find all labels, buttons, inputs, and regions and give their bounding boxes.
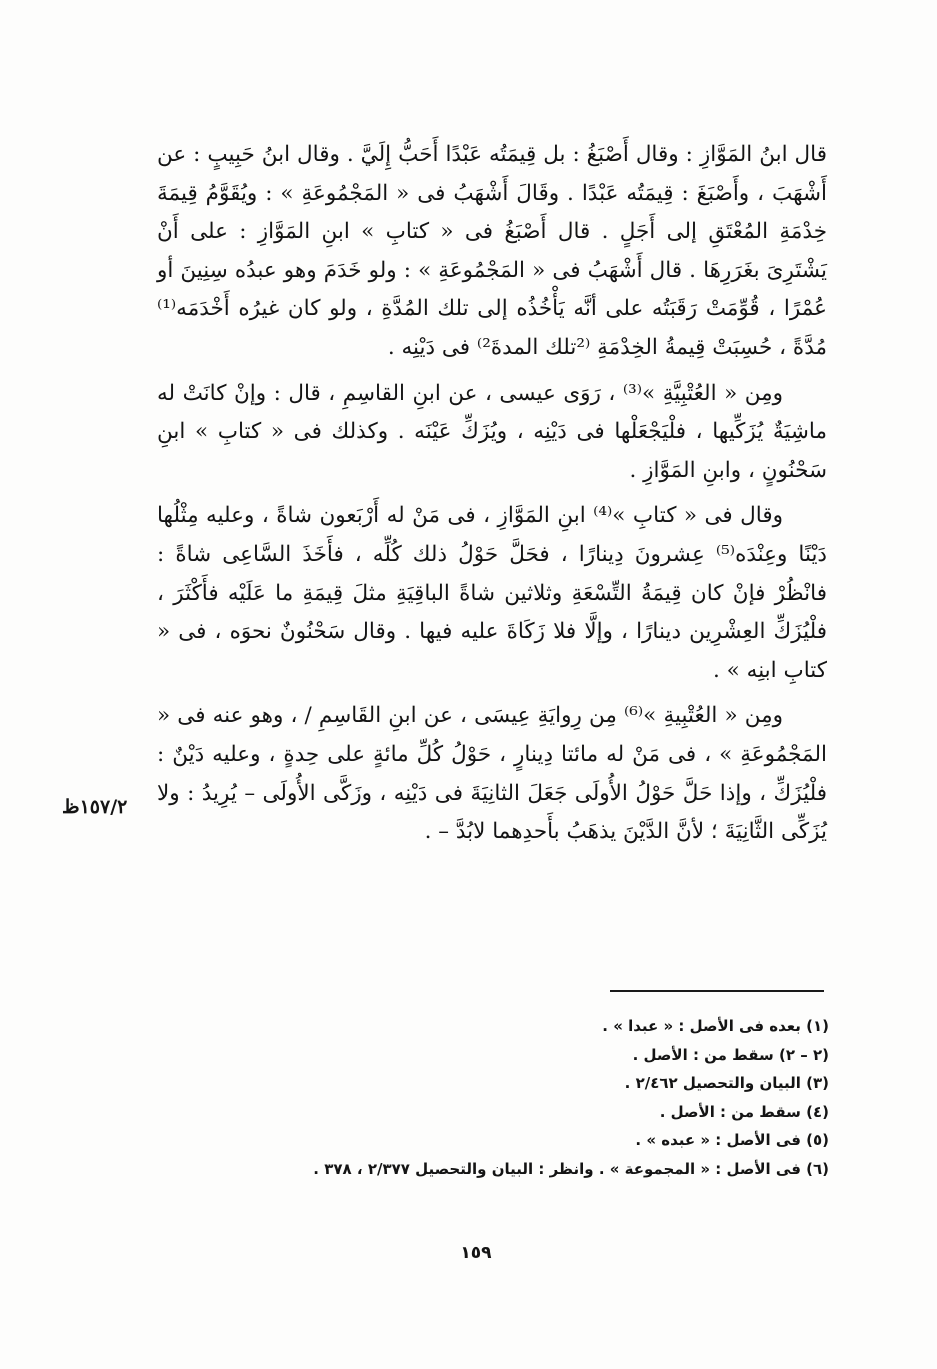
footnote-divider: [610, 990, 824, 992]
page-number: ١٥٩: [460, 1243, 492, 1263]
paragraph-2: ومِن « العُتْبِيَّةِ »⁽³⁾ ، رَوَى عيسى ، عن ابنِ القاسِمِ ، قال : وإنْ كانَتْ له ماشِيَةٌ يُزَكِّيها ، فلْيَجْعَلْها فى دَيْنِه ، ويُزَكِّ عَيْنَه . وكذلك فى « كتابِ » ابنِ سَحْنُونٍ ، وابنِ المَوَّازِ .: [157, 380, 827, 483]
manuscript-folio-marker: ١٥٧/٢ظ: [62, 796, 128, 818]
footnote-5: (٥) فى الأصل : « عبده » .: [635, 1131, 829, 1150]
footnote-1: (١) بعده فى الأصل : « عبدا » .: [602, 1017, 829, 1035]
paragraph-1: قال ابنُ المَوَّازِ : وقال أَصْبَغُ : بل قِيمَتُه عَبْدًا أَحَبُّ إِلَيَّ . وقال ابنُ حَبِيبٍ : عن أَشْهَبَ ، وأَصْبَغَ : قِيمَتُه عَبْدًا . وقَالَ أَشْهَبُ فى « المَجْمُوعَةِ » : ويُقَوَّمُ قِيمَةَ خِدْمَةِ المُعْتَقِ إلى أَجَلٍ . قال أَصْبَغُ فى « كتابِ » ابنِ المَوَّازِ : على أَنْ يَشْتَرِىَ بغَرَرِهَا . قال أَشْهَبُ فى « المَجْمُوعَةِ » : ولو خَدَمَ وهو عبدُه سِنِينَ أو عُمْرًا ، قُوِّمَتْ رَقَبَتُه على أنَّه يَأْخُذُه إلى تلك المُدَّةِ ، ولو كان غيرُه أَخْدَمَه⁽¹⁾ مُدَّةً ، حُسِبَتْ قِيمةُ الخِدْمَةِ ⁽²تلك المدةَ²⁾ فى دَيْنِه .: [157, 142, 827, 360]
footnotes: [290, 1012, 829, 1184]
footnote-4: (٤) سقط من : الأصل .: [659, 1102, 829, 1121]
footnote-3: (٣) البيان والتحصيل ٢/٤٦٢ .: [624, 1074, 829, 1093]
footnote-2: (٢ – ٢) سقط من : الأصل .: [632, 1045, 829, 1064]
paragraph-4: ومِن « العُتْبِيةِ »⁽⁶⁾ مِن رِوايَةِ عِيسَى ، عن ابنِ القَاسِمِ / ، وهو عنه فى « المَجْمُوعَةِ » ، فى مَنْ له مائتا دِينارٍ ، حَوْلُ كُلِّ مائةٍ على حِدةٍ ، وعليه دَيْنٌ : فلْيُزَكِّ ، وإذا حَلَّ حَوْلُ الأُولَى جَعَلَ الثانِيَةَ فى دَيْنِه ، وزَكَّى الأُولَى – يُرِيدُ : ولا يُزَكِّى الثَّانِيَةَ ؛ لأنَّ الدَّيْنَ يذهَبُ بأَحدِهما لابُدَّ – .: [157, 703, 827, 845]
footnote-6: (٦) فى الأصل : « المجموعة » . وانظر : البيان والتحصيل ٢/٣٧٧ ، ٣٧٨ .: [313, 1159, 829, 1178]
main-text: [157, 136, 827, 859]
paragraph-3: وقال فى « كتابِ »⁽⁴⁾ ابنِ المَوَّازِ ، فى مَنْ له أَرْبَعون شاةً ، وعليه مِثْلُها دَيْنًا وعِنْدَه⁽⁵⁾ عِشرونَ دِينارًا ، فحَلَّ حَوْلُ ذلك كُلِّه ، فأَخَذَ السَّاعِى شاةً : فانْظُرْ فإنْ كان قِيمَةُ التِّسْعَةِ وثلاثين شاةً الباقِيَةِ مثلَ قِيمَةِ ما عَلَيْه فأَكْثَرَ ، فلْيُزَكِّ العِشْرِين دينارًا ، وإلَّا فلا زَكَاةَ عليه فيها . وقال سَحْنُونٌ نحوَه ، فى « كتابِ ابنِه » .: [157, 503, 828, 683]
